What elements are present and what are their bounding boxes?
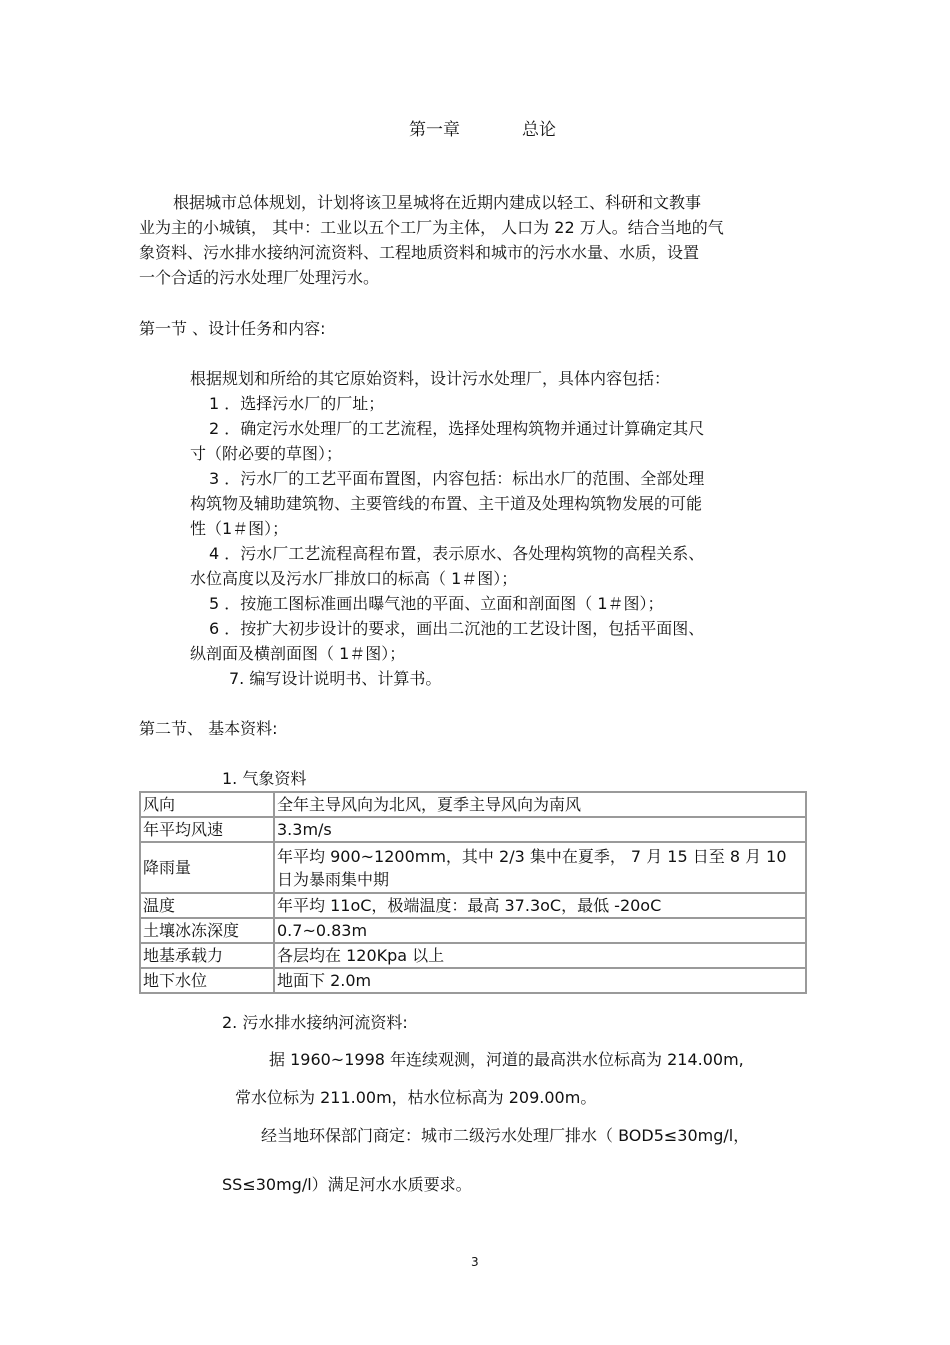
task-item: 4 ．污水厂工艺流程高程布置，表示原水、各处理构筑物的高程关系、 bbox=[209, 544, 705, 563]
table-value: 0.7~0.83m bbox=[274, 918, 806, 943]
climate-subheading: 1. 气象资料 bbox=[222, 769, 307, 788]
table-row bbox=[140, 842, 806, 893]
table-key: 年平均风速 bbox=[140, 817, 274, 842]
intro-line: 根据城市总体规划，计划将该卫星城将在近期内建成以轻工、科研和文教事 bbox=[173, 193, 702, 212]
table-key: 土壤冰冻深度 bbox=[140, 918, 274, 943]
task-item: 性（1＃图）； bbox=[190, 519, 289, 538]
intro-line: 一个合适的污水处理厂处理污水。 bbox=[139, 268, 380, 287]
task-item: 水位高度以及污水厂排放口的标高（ 1＃图）； bbox=[190, 569, 518, 588]
chapter-name: 总论 bbox=[522, 120, 556, 140]
climate-table bbox=[139, 791, 807, 994]
task-item: 1 ．选择污水厂的厂址； bbox=[209, 394, 385, 413]
table-row bbox=[140, 943, 806, 968]
task-item: 5 ．按施工图标准画出曝气池的平面、立面和剖面图（ 1＃图）； bbox=[209, 594, 664, 613]
task-item: 3 ．污水厂的工艺平面布置图，内容包括：标出水厂的范围、全部处理 bbox=[209, 469, 705, 488]
table-value: 各层均在 120Kpa 以上 bbox=[274, 943, 806, 968]
river-subheading: 2. 污水排水接纳河流资料: bbox=[222, 1013, 408, 1032]
task-item: 7. 编写设计说明书、计算书。 bbox=[229, 669, 442, 688]
table-row bbox=[140, 893, 806, 918]
intro-line: 业为主的小城镇， 其中：工业以五个工厂为主体， 人口为 22 万人。结合当地的气 bbox=[139, 218, 724, 237]
section1-heading: 第一节 、设计任务和内容: bbox=[139, 319, 326, 338]
chapter-number: 第一章 bbox=[409, 120, 460, 140]
page-number: 3 bbox=[471, 1255, 479, 1269]
intro-line: 象资料、污水排水接纳河流资料、工程地质资料和城市的污水水量、水质，设置 bbox=[139, 243, 700, 262]
table-key: 地基承载力 bbox=[140, 943, 274, 968]
table-value: 地面下 2.0m bbox=[274, 968, 806, 993]
table-value: 3.3m/s bbox=[274, 817, 806, 842]
river-text-line: 常水位标为 211.00m，枯水位标高为 209.00m。 bbox=[235, 1088, 597, 1107]
river-text-line: 据 1960~1998 年连续观测，河道的最高洪水位标高为 214.00m, bbox=[269, 1050, 744, 1069]
section2-heading: 第二节、 基本资料: bbox=[139, 719, 278, 738]
table-key: 地下水位 bbox=[140, 968, 274, 993]
table-value-text: 年平均 900~1200mm，其中 2/3 集中在夏季， 7 月 15 日至 8 月 10 日为暴雨集中期 bbox=[277, 846, 787, 889]
task-item: 寸（附必要的草图）； bbox=[190, 444, 343, 463]
table-value: 年平均 11oC，极端温度：最高 37.3oC，最低 -20oC bbox=[274, 893, 806, 918]
table-row bbox=[140, 968, 806, 993]
table-row bbox=[140, 817, 806, 842]
task-item: 纵剖面及横剖面图（ 1＃图）； bbox=[190, 644, 406, 663]
table-value bbox=[274, 842, 806, 893]
task-item: 构筑物及辅助建筑物、主要管线的布置、主干道及处理构筑物发展的可能 bbox=[190, 494, 703, 513]
task-item: 2 ．确定污水处理厂的工艺流程，选择处理构筑物并通过计算确定其尺 bbox=[209, 419, 705, 438]
table-value: 全年主导风向为北风，夏季主导风向为南风 bbox=[274, 792, 806, 817]
table-key: 风向 bbox=[140, 792, 274, 817]
table-key: 降雨量 bbox=[140, 842, 274, 893]
table-row bbox=[140, 792, 806, 817]
river-text-line: 经当地环保部门商定：城市二级污水处理厂排水（ BOD5≤30mg/l， bbox=[261, 1126, 750, 1145]
river-text-line: SS≤30mg/l）满足河水水质要求。 bbox=[222, 1175, 472, 1194]
section1-lead: 根据规划和所给的其它原始资料，设计污水处理厂，具体内容包括： bbox=[190, 369, 671, 388]
table-row bbox=[140, 918, 806, 943]
chapter-title bbox=[409, 118, 556, 143]
table-key: 温度 bbox=[140, 893, 274, 918]
task-item: 6 ．按扩大初步设计的要求，画出二沉池的工艺设计图，包括平面图、 bbox=[209, 619, 705, 638]
